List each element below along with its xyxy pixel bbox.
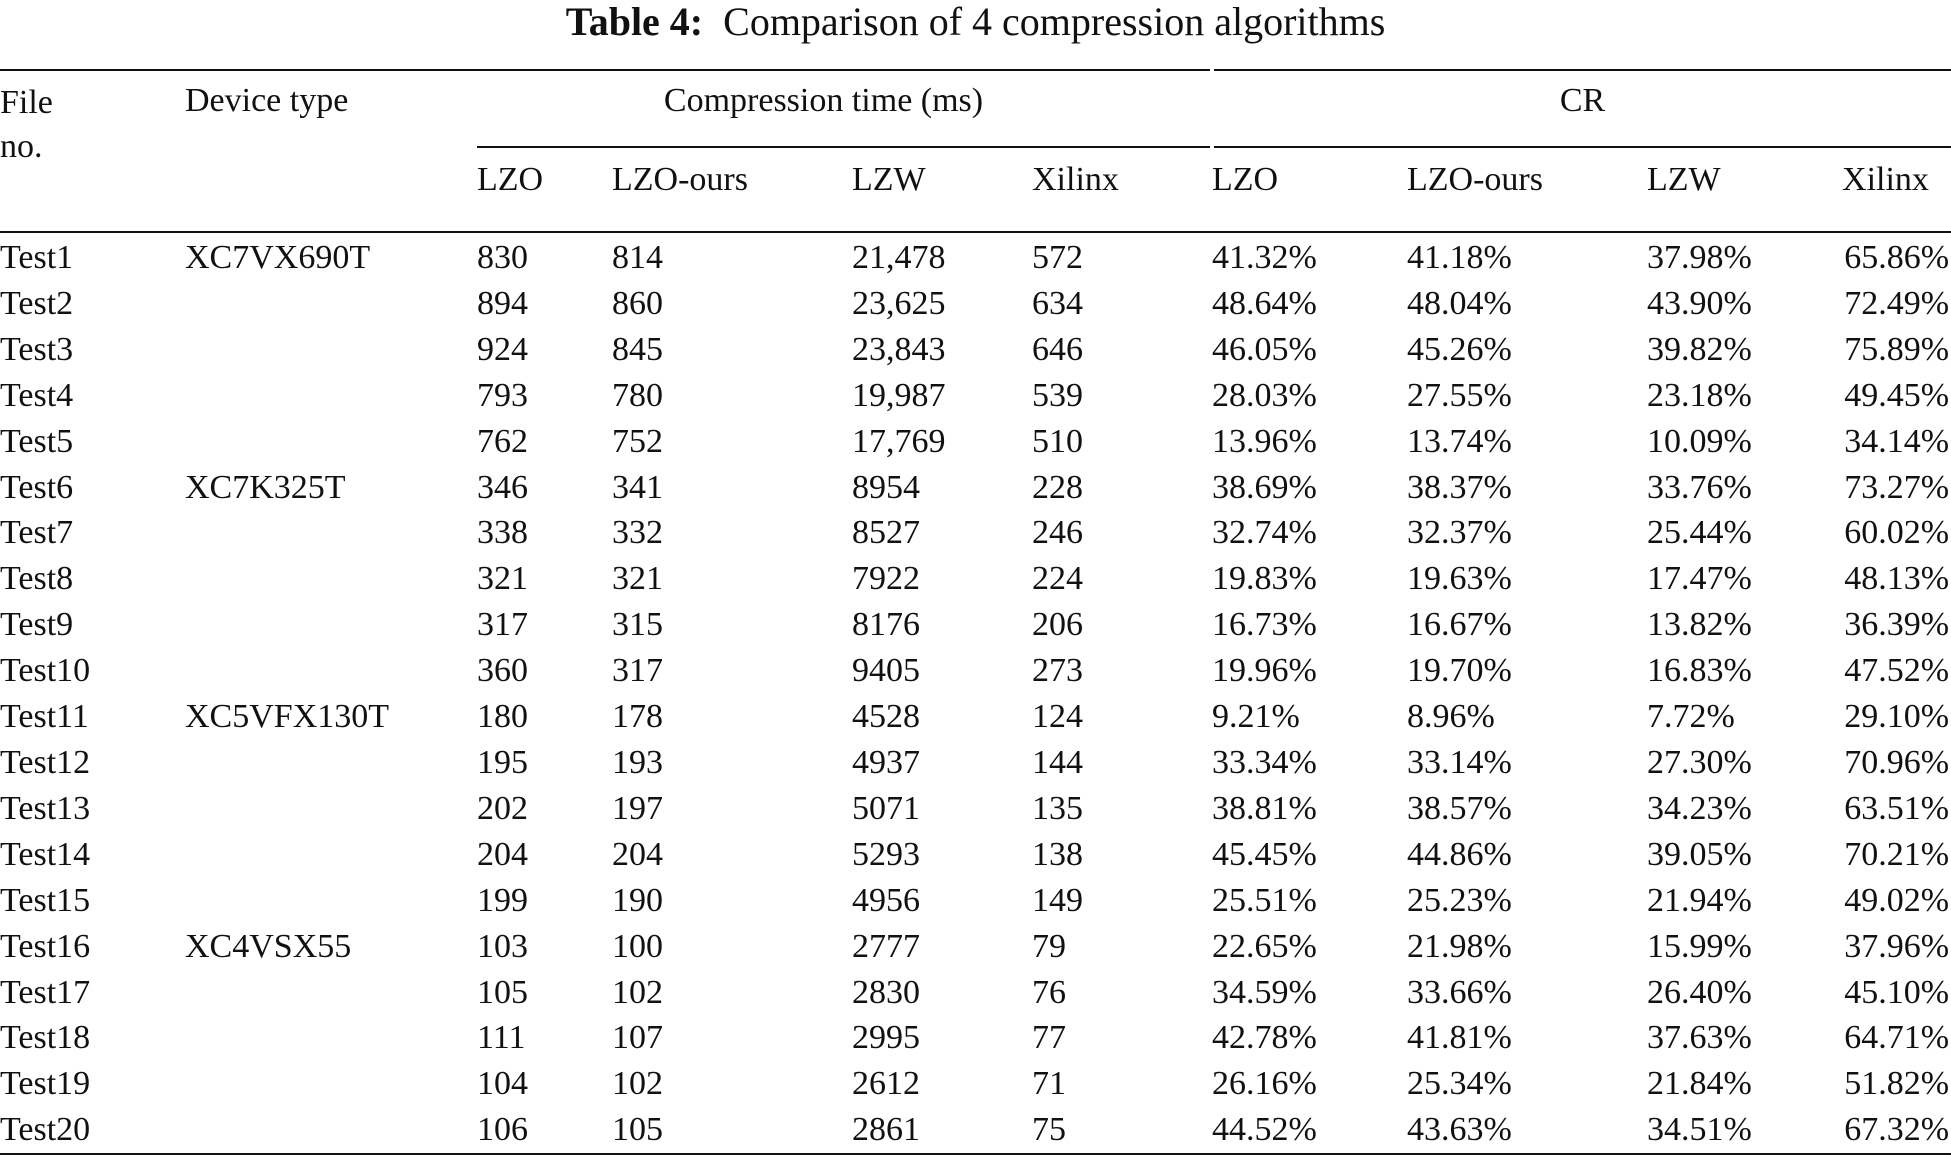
cr-lzo-ours-cell: 43.63% <box>1407 1107 1647 1154</box>
cr-lzw-cell: 39.82% <box>1647 330 1752 368</box>
table-row <box>0 694 1951 740</box>
time-lzo-cell: 321 <box>477 560 528 598</box>
cr-lzo-ours-cell: 25.34% <box>1407 1065 1512 1103</box>
time-lzo-ours-cell: 178 <box>612 698 663 736</box>
header-file-no-line1: File <box>0 84 53 121</box>
cr-lzo-cell: 48.64% <box>1212 284 1317 322</box>
cr-lzw-cell: 26.40% <box>1647 973 1752 1011</box>
cr-lzo-cell: 9.21% <box>1212 698 1300 736</box>
cr-xilinx-cell: 60.02% <box>1844 514 1950 552</box>
time-xilinx-cell: 246 <box>1032 514 1083 552</box>
cr-lzw-cell: 21.94% <box>1647 881 1752 919</box>
time-lzo-ours-cell: 332 <box>612 514 663 552</box>
time-lzw-cell: 8954 <box>852 468 920 506</box>
header-cr-lzw: LZW <box>1647 147 1842 232</box>
table-row <box>0 740 1951 786</box>
time-xilinx-cell: 646 <box>1032 330 1083 368</box>
file-cell: Test3 <box>0 330 74 368</box>
table-row <box>0 1015 1951 1061</box>
table-row <box>0 510 1951 556</box>
file-cell: Test11 <box>0 698 89 736</box>
comparison-table <box>0 69 1951 1155</box>
device-cell <box>185 419 477 465</box>
table-row <box>0 786 1951 832</box>
cr-lzo-ours-cell: 21.98% <box>1407 927 1512 965</box>
cr-xilinx-cell: 49.45% <box>1844 376 1950 414</box>
cr-lzw-cell: 33.76% <box>1647 468 1752 506</box>
cr-lzw-cell: 23.18% <box>1647 376 1752 414</box>
table-row <box>0 373 1951 419</box>
cr-lzo-ours-cell: 8.96% <box>1407 698 1495 736</box>
time-xilinx-cell: 124 <box>1032 698 1083 736</box>
time-lzw-cell: 17,769 <box>852 422 946 460</box>
time-lzw-cell: 2830 <box>852 973 920 1011</box>
header-cr-lzo-ours: LZO-ours <box>1407 147 1647 232</box>
file-cell: Test7 <box>0 514 74 552</box>
cr-xilinx-cell: 72.49% <box>1844 284 1950 322</box>
cr-lzo-ours-cell: 38.37% <box>1407 468 1512 506</box>
time-lzo-ours-cell: 102 <box>612 1065 663 1103</box>
cr-lzw-cell: 39.05% <box>1647 835 1752 873</box>
cr-xilinx-cell: 49.02% <box>1844 881 1950 919</box>
header-time-lzo-ours: LZO-ours <box>612 147 852 232</box>
table-row <box>0 232 1951 281</box>
table-row <box>0 556 1951 602</box>
table-row <box>0 878 1951 924</box>
cr-lzw-cell: 10.09% <box>1647 422 1752 460</box>
device-cell <box>185 510 477 556</box>
time-xilinx-cell: 149 <box>1032 881 1083 919</box>
time-xilinx-cell: 539 <box>1032 376 1083 414</box>
time-lzo-cell: 317 <box>477 606 528 644</box>
cr-lzo-ours-cell: 32.37% <box>1407 514 1512 552</box>
table-body <box>0 232 1951 1154</box>
cr-xilinx-cell: 63.51% <box>1844 789 1950 827</box>
cr-lzw-cell: 21.84% <box>1647 1065 1752 1103</box>
time-lzo-ours-cell: 845 <box>612 330 663 368</box>
cr-xilinx-cell: 75.89% <box>1844 330 1950 368</box>
table-row <box>0 465 1951 511</box>
cr-lzo-ours-cell: 38.57% <box>1407 789 1512 827</box>
cr-lzw-cell: 43.90% <box>1647 284 1752 322</box>
device-cell <box>185 970 477 1016</box>
cr-lzo-cell: 45.45% <box>1212 835 1317 873</box>
cr-lzo-ours-cell: 33.66% <box>1407 973 1512 1011</box>
header-device-type: Device type <box>185 70 477 232</box>
time-lzo-ours-cell: 105 <box>612 1107 852 1154</box>
file-cell: Test5 <box>0 422 74 460</box>
cr-lzw-cell: 7.72% <box>1647 698 1735 736</box>
table-row <box>0 1061 1951 1107</box>
time-lzo-cell: 338 <box>477 514 528 552</box>
header-cr-lzo: LZO <box>1212 147 1407 232</box>
time-lzw-cell: 9405 <box>852 652 920 690</box>
cr-xilinx-cell: 73.27% <box>1844 468 1950 506</box>
time-xilinx-cell: 138 <box>1032 835 1083 873</box>
time-lzw-cell: 5293 <box>852 835 920 873</box>
time-lzo-ours-cell: 190 <box>612 881 663 919</box>
table-row <box>0 970 1951 1016</box>
time-xilinx-cell: 144 <box>1032 743 1083 781</box>
device-cell: XC7VX690T <box>185 239 371 276</box>
cr-lzo-cell: 22.65% <box>1212 927 1317 965</box>
header-time-xilinx: Xilinx <box>1032 147 1212 232</box>
device-cell <box>185 786 477 832</box>
time-lzo-cell: 924 <box>477 330 528 368</box>
time-lzw-cell: 7922 <box>852 560 920 598</box>
device-cell <box>185 648 477 694</box>
table-row <box>0 924 1951 970</box>
cr-xilinx-cell: 65.86% <box>1844 239 1950 276</box>
cr-xilinx-cell: 67.32% <box>1842 1107 1951 1154</box>
cr-lzo-cell: 33.34% <box>1212 743 1317 781</box>
cr-lzo-cell: 28.03% <box>1212 376 1317 414</box>
cr-xilinx-cell: 51.82% <box>1844 1065 1950 1103</box>
time-lzo-cell: 103 <box>477 927 528 965</box>
time-lzw-cell: 4528 <box>852 698 920 736</box>
table-row <box>0 832 1951 878</box>
device-cell <box>185 327 477 373</box>
time-lzw-cell: 23,843 <box>852 330 946 368</box>
cr-lzo-cell: 42.78% <box>1212 1019 1317 1057</box>
time-lzo-ours-cell: 315 <box>612 606 663 644</box>
time-lzw-cell: 2777 <box>852 927 920 965</box>
time-lzw-cell: 8527 <box>852 514 920 552</box>
cr-lzo-ours-cell: 45.26% <box>1407 330 1512 368</box>
file-cell: Test13 <box>0 789 91 827</box>
caption-text: Comparison of 4 compression algorithms <box>723 0 1386 44</box>
cr-xilinx-cell: 48.13% <box>1844 560 1950 598</box>
time-lzo-cell: 195 <box>477 743 528 781</box>
file-cell: Test17 <box>0 973 91 1011</box>
time-lzo-cell: 204 <box>477 835 528 873</box>
cr-lzo-cell: 26.16% <box>1212 1065 1317 1103</box>
time-xilinx-cell: 273 <box>1032 652 1083 690</box>
cr-lzw-cell: 34.23% <box>1647 789 1752 827</box>
cr-lzo-cell: 34.59% <box>1212 973 1317 1011</box>
time-lzw-cell: 21,478 <box>852 239 946 276</box>
file-cell: Test12 <box>0 743 91 781</box>
device-cell <box>185 556 477 602</box>
file-cell: Test18 <box>0 1019 91 1057</box>
cr-lzo-cell: 44.52% <box>1212 1107 1407 1154</box>
cr-lzo-cell: 41.32% <box>1212 239 1317 276</box>
time-xilinx-cell: 76 <box>1032 973 1066 1011</box>
cr-lzo-ours-cell: 41.81% <box>1407 1019 1512 1057</box>
table-caption <box>0 0 1951 44</box>
time-lzw-cell: 23,625 <box>852 284 946 322</box>
cr-xilinx-cell: 70.96% <box>1844 743 1950 781</box>
cr-xilinx-cell: 64.71% <box>1844 1019 1950 1057</box>
cr-lzw-cell: 27.30% <box>1647 743 1752 781</box>
time-xilinx-cell: 77 <box>1032 1019 1066 1057</box>
header-time-lzw: LZW <box>852 147 1032 232</box>
table-row <box>0 327 1951 373</box>
cr-xilinx-cell: 47.52% <box>1844 652 1950 690</box>
cr-lzo-ours-cell: 27.55% <box>1407 376 1512 414</box>
time-lzo-ours-cell: 321 <box>612 560 663 598</box>
time-lzo-ours-cell: 780 <box>612 376 663 414</box>
file-cell: Test1 <box>0 239 74 276</box>
file-cell: Test4 <box>0 376 74 414</box>
time-lzw-cell: 2612 <box>852 1065 920 1103</box>
cr-xilinx-cell: 37.96% <box>1844 927 1950 965</box>
cr-lzo-cell: 32.74% <box>1212 514 1317 552</box>
table-row <box>0 419 1951 465</box>
time-xilinx-cell: 135 <box>1032 789 1083 827</box>
time-xilinx-cell: 634 <box>1032 284 1083 322</box>
cr-lzo-cell: 38.81% <box>1212 789 1317 827</box>
header-compression-time: Compression time (ms) <box>477 70 1212 147</box>
header-cr-xilinx: Xilinx <box>1842 147 1951 232</box>
time-lzw-cell: 19,987 <box>852 376 946 414</box>
time-lzo-ours-cell: 341 <box>612 468 663 506</box>
cr-lzo-ours-cell: 19.70% <box>1407 652 1512 690</box>
cr-lzo-cell: 19.83% <box>1212 560 1317 598</box>
table-row <box>0 281 1951 327</box>
header-time-lzo: LZO <box>477 147 612 232</box>
device-cell <box>185 373 477 419</box>
time-lzo-cell: 111 <box>477 1019 526 1057</box>
file-cell: Test2 <box>0 284 74 322</box>
time-lzo-cell: 104 <box>477 1065 528 1103</box>
time-lzo-ours-cell: 100 <box>612 927 663 965</box>
time-lzo-cell: 762 <box>477 422 528 460</box>
cr-lzw-cell: 15.99% <box>1647 927 1752 965</box>
cr-lzo-cell: 16.73% <box>1212 606 1317 644</box>
cr-lzo-cell: 19.96% <box>1212 652 1317 690</box>
file-cell: Test19 <box>0 1065 91 1103</box>
file-cell: Test9 <box>0 606 74 644</box>
cr-lzw-cell: 37.98% <box>1647 239 1752 276</box>
header-file-no <box>0 70 185 232</box>
cr-xilinx-cell: 29.10% <box>1844 698 1950 736</box>
cr-lzo-cell: 46.05% <box>1212 330 1317 368</box>
time-lzo-ours-cell: 860 <box>612 284 663 322</box>
time-lzo-ours-cell: 107 <box>612 1019 663 1057</box>
file-cell: Test15 <box>0 881 91 919</box>
cr-lzo-cell: 13.96% <box>1212 422 1317 460</box>
cr-xilinx-cell: 45.10% <box>1844 973 1950 1011</box>
file-cell: Test14 <box>0 835 91 873</box>
time-lzo-cell: 106 <box>477 1107 612 1154</box>
table-row <box>0 1107 1951 1154</box>
time-xilinx-cell: 228 <box>1032 468 1083 506</box>
time-lzo-cell: 105 <box>477 973 528 1011</box>
time-lzo-cell: 360 <box>477 652 528 690</box>
device-cell <box>185 740 477 786</box>
header-cr: CR <box>1212 70 1951 147</box>
cr-lzw-cell: 37.63% <box>1647 1019 1752 1057</box>
file-cell: Test8 <box>0 560 74 598</box>
cr-lzo-cell: 38.69% <box>1212 468 1317 506</box>
file-cell: Test16 <box>0 927 91 965</box>
time-xilinx-cell: 71 <box>1032 1065 1066 1103</box>
table-row <box>0 602 1951 648</box>
time-xilinx-cell: 510 <box>1032 422 1083 460</box>
time-xilinx-cell: 206 <box>1032 606 1083 644</box>
device-cell <box>185 1061 477 1107</box>
cr-xilinx-cell: 36.39% <box>1844 606 1950 644</box>
time-lzo-ours-cell: 317 <box>612 652 663 690</box>
cr-lzo-ours-cell: 48.04% <box>1407 284 1512 322</box>
time-xilinx-cell: 79 <box>1032 927 1066 965</box>
time-lzw-cell: 2995 <box>852 1019 920 1057</box>
device-cell: XC7K325T <box>185 468 346 506</box>
device-cell <box>185 281 477 327</box>
file-cell: Test6 <box>0 468 74 506</box>
device-cell <box>185 832 477 878</box>
time-lzo-ours-cell: 752 <box>612 422 663 460</box>
time-lzo-cell: 202 <box>477 789 528 827</box>
time-lzw-cell: 5071 <box>852 789 920 827</box>
time-lzw-cell: 8176 <box>852 606 920 644</box>
cr-lzw-cell: 17.47% <box>1647 560 1752 598</box>
table-row <box>0 648 1951 694</box>
file-cell: Test20 <box>0 1107 185 1154</box>
cr-xilinx-cell: 70.21% <box>1844 835 1950 873</box>
cr-lzo-ours-cell: 13.74% <box>1407 422 1512 460</box>
time-lzo-cell: 199 <box>477 881 528 919</box>
time-lzo-ours-cell: 197 <box>612 789 663 827</box>
cr-lzw-cell: 16.83% <box>1647 652 1752 690</box>
cr-lzo-ours-cell: 25.23% <box>1407 881 1512 919</box>
time-lzo-ours-cell: 204 <box>612 835 663 873</box>
time-lzw-cell: 4956 <box>852 881 920 919</box>
device-cell <box>185 878 477 924</box>
time-lzo-cell: 346 <box>477 468 528 506</box>
cr-lzo-cell: 25.51% <box>1212 881 1317 919</box>
time-lzo-ours-cell: 814 <box>612 239 663 276</box>
header-file-no-line2: no. <box>0 128 43 165</box>
time-xilinx-cell: 572 <box>1032 239 1083 276</box>
time-lzo-cell: 180 <box>477 698 528 736</box>
device-cell <box>185 1107 477 1154</box>
file-cell: Test10 <box>0 652 91 690</box>
time-lzo-cell: 830 <box>477 239 528 276</box>
cr-lzo-ours-cell: 19.63% <box>1407 560 1512 598</box>
time-lzo-ours-cell: 193 <box>612 743 663 781</box>
time-lzo-ours-cell: 102 <box>612 973 663 1011</box>
time-lzw-cell: 2861 <box>852 1107 1032 1154</box>
cr-lzo-ours-cell: 41.18% <box>1407 239 1512 276</box>
cr-xilinx-cell: 34.14% <box>1844 422 1950 460</box>
device-cell: XC5VFX130T <box>185 698 390 736</box>
time-xilinx-cell: 75 <box>1032 1107 1212 1154</box>
caption-label: Table 4: <box>565 0 704 44</box>
time-xilinx-cell: 224 <box>1032 560 1083 598</box>
device-cell: XC4VSX55 <box>185 927 352 965</box>
cr-lzw-cell: 13.82% <box>1647 606 1752 644</box>
time-lzo-cell: 894 <box>477 284 528 322</box>
device-cell <box>185 602 477 648</box>
cr-lzo-ours-cell: 16.67% <box>1407 606 1512 644</box>
cr-lzw-cell: 34.51% <box>1647 1107 1842 1154</box>
cr-lzw-cell: 25.44% <box>1647 514 1752 552</box>
cr-lzo-ours-cell: 33.14% <box>1407 743 1512 781</box>
cr-lzo-ours-cell: 44.86% <box>1407 835 1512 873</box>
time-lzw-cell: 4937 <box>852 743 920 781</box>
device-cell <box>185 1015 477 1061</box>
time-lzo-cell: 793 <box>477 376 528 414</box>
